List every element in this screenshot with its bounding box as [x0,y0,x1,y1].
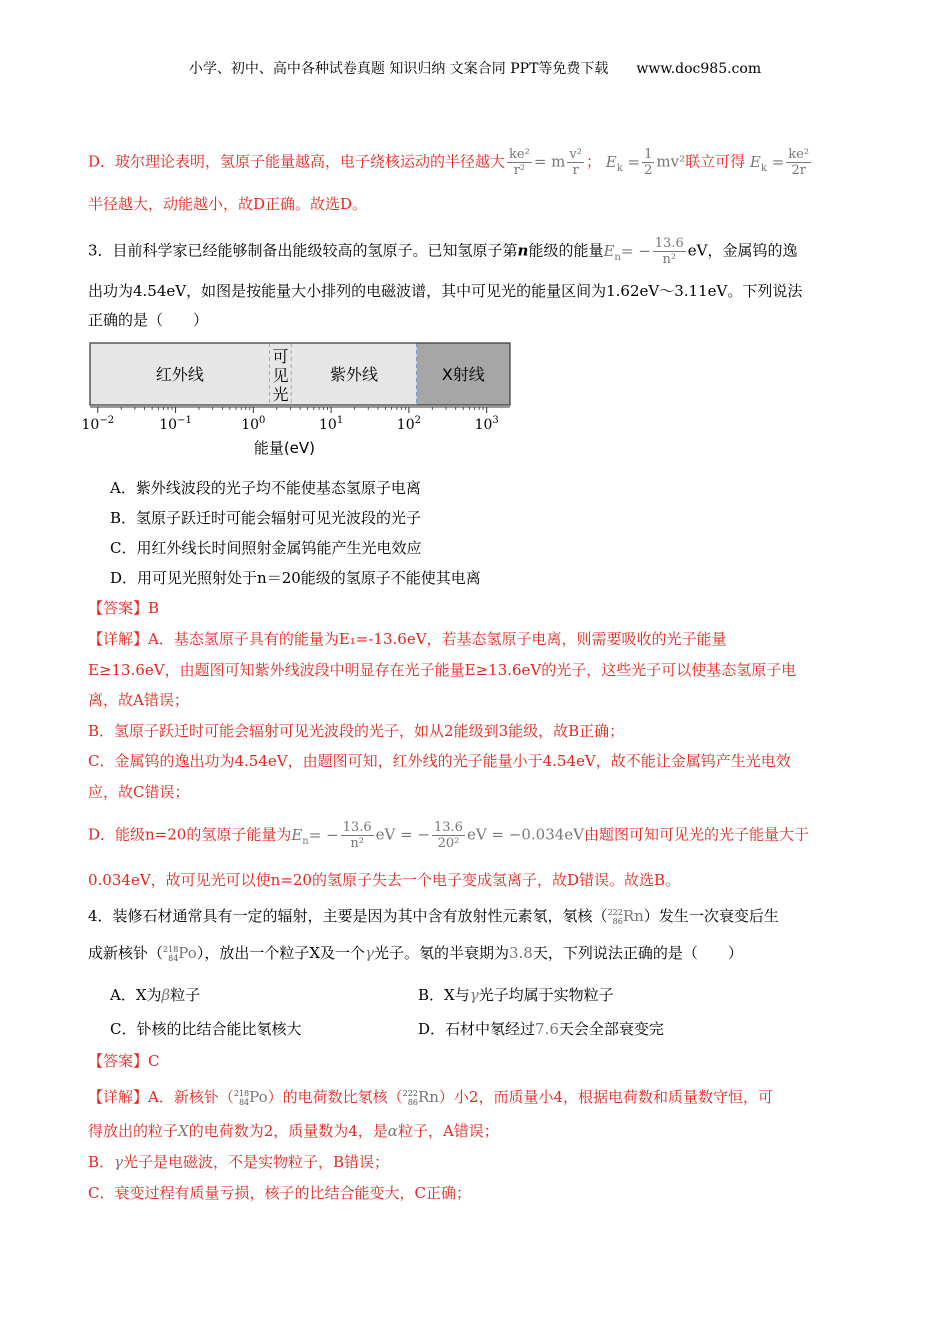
q3-option-b: B．氢原子跃迁时可能会辐射可见光波段的光子 [110,509,422,527]
q3-stem-line3: 正确的是（ ） [88,311,209,329]
visible-label-char-0: 可 [272,347,289,366]
q3-stem1a: 3．目前科学家已经能够制备出能级较高的氢原子。已知氢原子第 [88,241,518,260]
q3-stem-line1 [88,236,862,269]
q4-stem1b: ）发生一次衰变后生 [643,907,779,925]
q3-stem-line2: 出功为4.54eV，如图是按能量大小排列的电磁波谱，其中可见光的能量区间为1.62eV～3.11eV。下列说法 [88,282,803,300]
q3-answer: 【答案】B [88,599,160,617]
d7-en: $E_n=$ − [291,825,339,847]
q4-option-c: C．钋核的比结合能比氡核大 [110,1020,302,1038]
d7-frac1: $\frac{13.6}{\text{n²}}$ [342,820,372,851]
po-symbol: Po [178,944,197,962]
q3-stem1b: 能级的能量 [528,241,604,260]
tick-label-3: $10^1$ [319,415,344,433]
q2d-prefix: D．玻尔理论表明，氢原子能量越高，电子绕核运动的半径越大 [88,152,506,171]
q4-stem2a: 成新核钋（ [88,944,164,962]
gamma-symbol-b: γ [469,986,479,1004]
tick-label-0: $10^{-2}$ [81,415,115,433]
x-symbol: X [178,1122,189,1140]
band-label-3: X射线 [441,365,485,384]
visible-label-char-2: 光 [272,385,289,404]
beta-symbol: β [161,986,171,1004]
band-label-2: 紫外线 [330,365,379,384]
q3-stem1c: eV，金属钨的逸 [687,241,798,260]
ek-symbol-2: $E_k$ = [749,152,785,174]
mv2: mv² [656,152,686,171]
q2d-mid: 联立可得 [685,152,746,171]
fraction-ke2-2r: $\frac{\text{ke²}}{2r}$ [788,147,810,178]
tick-label-1: $10^{-1}$ [159,415,192,433]
q3-option-c: C．用红外线长时间照射金属钨能产生光电效应 [110,539,422,557]
d7-frac2: $\frac{13.6}{\text{20²}}$ [434,820,463,851]
rn-nuclide-2: 222 86 [402,1089,418,1107]
visible-label-char-1: 见 [272,366,289,385]
q3-detail-8: 0.034eV，故可见光可以使n=20的氢原子失去一个电子变成氢离子，故D错误。故选B。 [88,871,681,889]
semicolon: ； [585,152,601,171]
page-header: 小学、初中、高中各种试卷真题 知识归纳 文案合同 PPT等免费下载 www.doc985.com [188,61,762,77]
q3-option-d: D．用可见光照射处于n＝20能级的氢原子不能使其电离 [110,569,481,587]
eq-m: = m [533,152,566,171]
q4-option-a: A．X为β粒子 [110,986,201,1004]
q3-detail-7 [88,820,862,853]
q3-option-a: A．紫外线波段的光子均不能使基态氢原子电离 [110,479,421,497]
fraction-ke2-r2: $\frac{\text{ke²}}{\text{r²}}$ [509,147,530,178]
po-nuclide: 218 84 [163,945,179,963]
q3-detail-6: 应，故C错误； [88,783,190,801]
rn-nuclide: 222 86 [607,908,623,926]
alpha-symbol: α [387,1122,398,1140]
band-label-0: 红外线 [155,365,204,384]
q4-stem2c: 光子。氡的半衰期为 [373,944,509,962]
q3-detail-1: 【详解】A．基态氢原子具有的能量为E₁=-13.6eV，若基态氢原子电离，则需要吸收的光子能量 [88,630,727,648]
q4-stem1a: 4．装修石材通常具有一定的辐射，主要是因为其中含有放射性元素氡，氡核（ [88,907,608,925]
tick-label-2: $10^0$ [241,415,266,433]
fraction-v2-r: $\frac{\text{v²}}{r}$ [569,147,582,178]
q2-option-d-line2: 半径越大，动能越小，故D正确。故选D。 [88,195,368,213]
days-value: 7.6 [535,1020,559,1038]
ek-symbol: $E_k$ = [605,152,641,174]
q4-detail-3: B．γ光子是电磁波，不是实物粒子，B错误； [88,1153,390,1171]
q4-stem2d: 天，下列说法正确的是（ ） [532,944,743,962]
tick-label-5: $10^3$ [474,415,499,433]
q3-d7b: 由题图可知可见光的光子能量大于 [584,825,810,844]
tick-label-4: $10^2$ [396,415,421,433]
fraction-13.6-n2: $\frac{13.6}{\text{n²}}$ [654,236,684,267]
d7-ev1: eV = − [375,825,430,844]
po-nuclide-2: 218 84 [233,1089,250,1107]
q3-detail-4: B．氢原子跃迁时可能会辐射可见光波段的光子，如从2能级到3能级，故B正确； [88,722,625,740]
q3-d7a: D．能级n=20的氢原子能量为 [88,825,292,844]
q3-n: n [517,241,529,260]
spectrum-chart [80,335,530,465]
gamma-symbol: γ [365,944,374,962]
q4-detail-1: 【详解】A．新核钋（218 84Po）的电荷数比氡核（222 86Rn）小2，而质量小4，根据电荷数和质量数守恒，可 [88,1088,773,1107]
x-axis-label: 能量(eV) [253,439,316,457]
q3-detail-3: 离，故A错误； [88,691,189,709]
q4-option-d: D．石材中氡经过7.6天会全部衰变完 [418,1020,664,1038]
q3-detail-2: E≥13.6eV，由题图可知紫外线波段中明显存在光子能量E≥13.6eV的光子，这些光子可以使基态氢原子电 [88,661,797,679]
d7-ev2: eV = −0.034eV [466,825,584,844]
en-symbol: $E_n=$ − [603,241,651,263]
q4-stem2b: ），放出一个粒子X及一个 [196,944,365,962]
q3-detail-5: C．金属钨的逸出功为4.54eV，由题图可知，红外线的光子能量小于4.54eV，故不能让金属钨产生光电效 [88,752,791,770]
q4-detail-4: C．衰变过程有质量亏损，核子的比结合能变大，C正确； [88,1184,471,1202]
q4-stem-line1 [88,905,862,927]
half-life-value: 3.8 [508,944,533,962]
rn-symbol: Rn [622,907,644,925]
q4-option-b: B．X与γ光子均属于实物粒子 [418,986,614,1004]
fraction-1-2: $\frac{1}{2}$ [644,147,653,178]
q4-answer: 【答案】C [88,1052,160,1070]
q4-stem-line2 [88,942,862,964]
q4-detail-2: 得放出的粒子X的电荷数为2，质量数为4，是α粒子，A错误； [88,1122,499,1140]
q2-option-d-line1 [88,147,862,180]
gamma-symbol-d: γ [114,1153,123,1171]
